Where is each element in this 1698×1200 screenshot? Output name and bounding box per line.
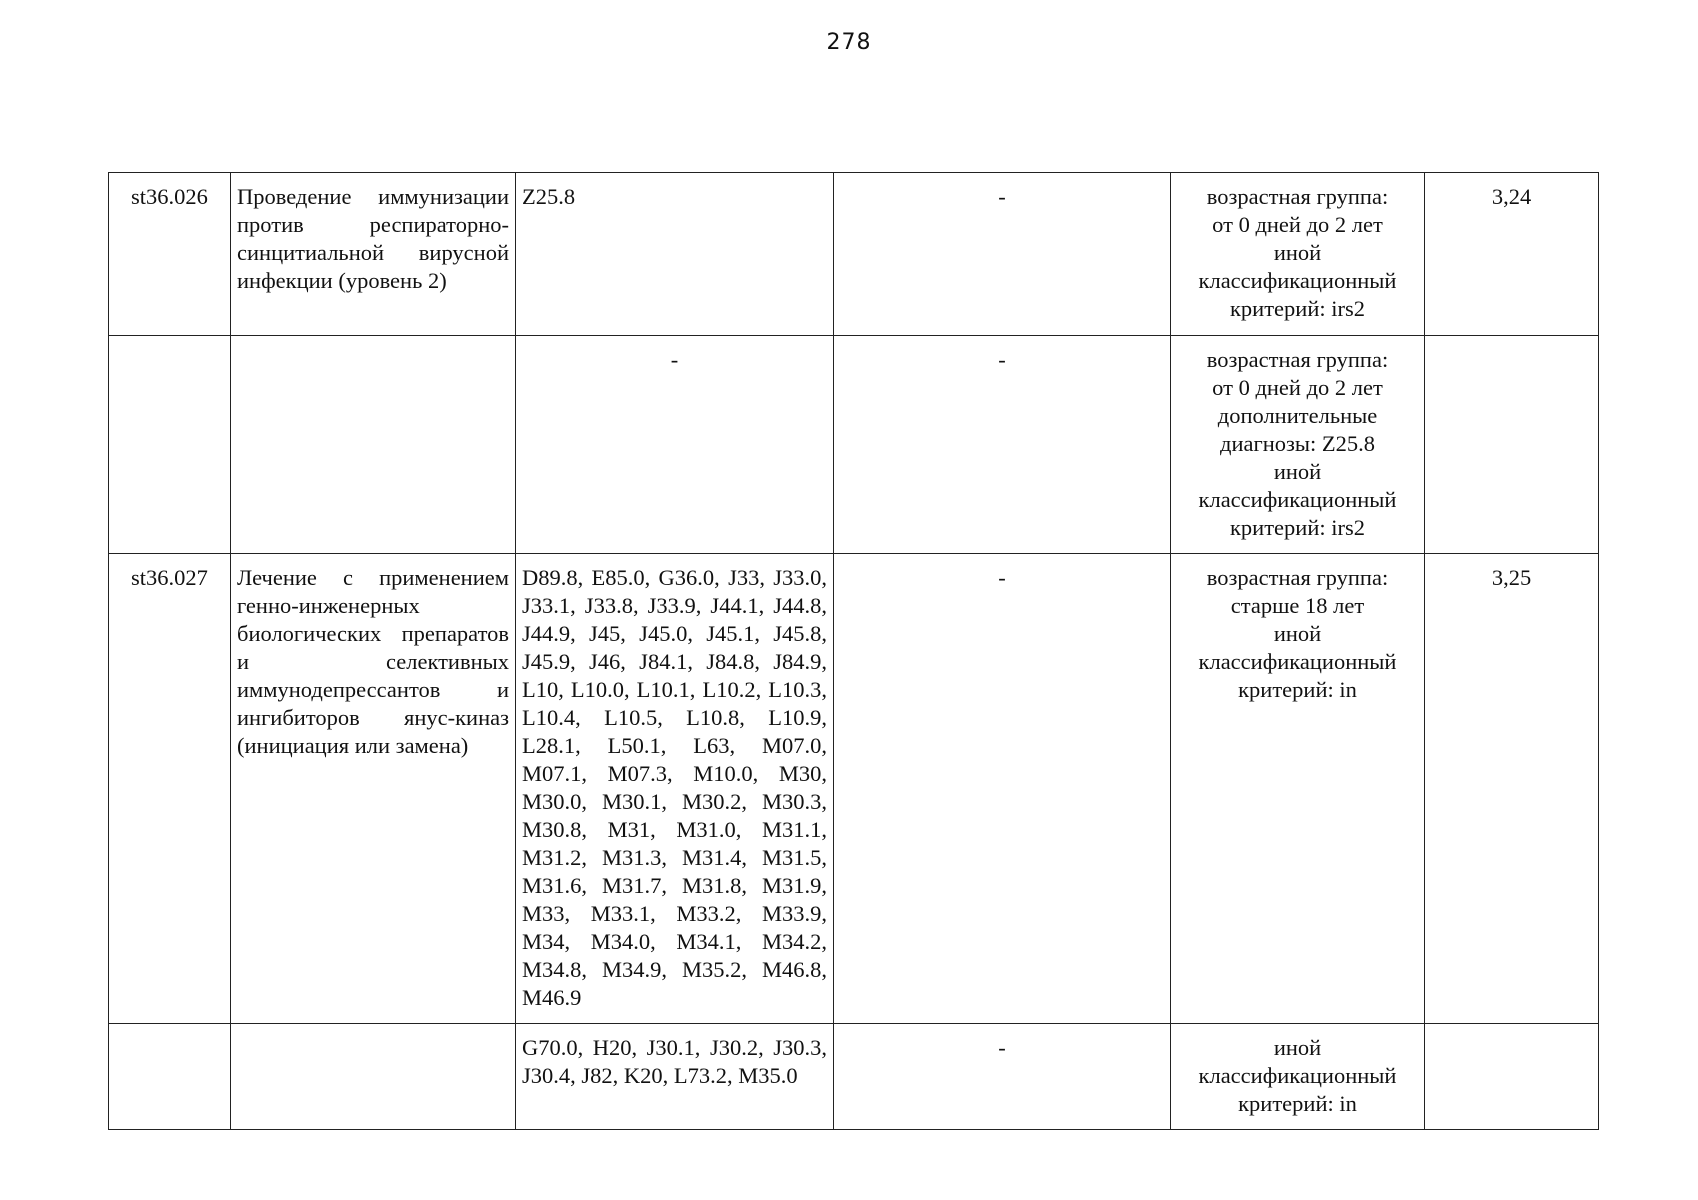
row-name [231,336,516,554]
row-diagnoses: G70.0, H20, J30.1, J30.2, J30.3, J30.4, J82, K20, L73.2, M35.0 [516,1024,834,1130]
row-criteria: иной классификационный критерий: in [1171,1024,1425,1130]
row-criteria: возрастная группа: от 0 дней до 2 лет дополнительные диагнозы: Z25.8 иной классификационный критерий: irs2 [1171,336,1425,554]
tariff-table [108,172,1599,1130]
row-name [231,1024,516,1130]
row-criteria: возрастная группа: от 0 дней до 2 лет иной классификационный критерий: irs2 [1171,173,1425,336]
table-row [109,173,1599,336]
row-code [109,1024,231,1130]
row-code: st36.027 [109,554,231,1024]
row-criteria: возрастная группа: старше 18 лет иной классификационный критерий: in [1171,554,1425,1024]
row-diagnoses: - [516,336,834,554]
row-name: Лечение с применением генно-инженерных биологических препаратов и селективных иммунодепрессантов и ингибиторов янус-киназ (инициация или замена) [231,554,516,1024]
table-row [109,1024,1599,1130]
row-diagnoses: D89.8, E85.0, G36.0, J33, J33.0, J33.1, J33.8, J33.9, J44.1, J44.8, J44.9, J45, J45.0, J45.1, J45.8, J45.9, J46, J84.1, J84.8, J84.9, L10, L10.0, L10.1, L10.2, L10.3, L10.4, L10.5, L10.8, L10.9, L28.1, L50.1, L63, M07.0, M07.1, M07.3, M10.0, M30, M30.0, M30.1, M30.2, M30.3, M30.8, M31, M31.0, M31.1, M31.2, M31.3, M31.4, M31.5, M31.6, M31.7, M31.8, M31.9, M33, M33.1, M33.2, M33.9, M34, M34.0, M34.1, M34.2, M34.8, M34.9, M35.2, M46.8, M46.9 [516,554,834,1024]
row-coefficient: 3,25 [1425,554,1599,1024]
row-code [109,336,231,554]
page-number: 278 [826,30,872,55]
row-services: - [834,173,1171,336]
row-services: - [834,336,1171,554]
row-coefficient [1425,336,1599,554]
row-diagnoses: Z25.8 [516,173,834,336]
row-services: - [834,554,1171,1024]
row-code: st36.026 [109,173,231,336]
row-coefficient: 3,24 [1425,173,1599,336]
row-name: Проведение иммунизации против респираторно-синцитиальной вирусной инфекции (уровень 2) [231,173,516,336]
row-coefficient [1425,1024,1599,1130]
table-row [109,336,1599,554]
row-services: - [834,1024,1171,1130]
table-row [109,554,1599,1024]
